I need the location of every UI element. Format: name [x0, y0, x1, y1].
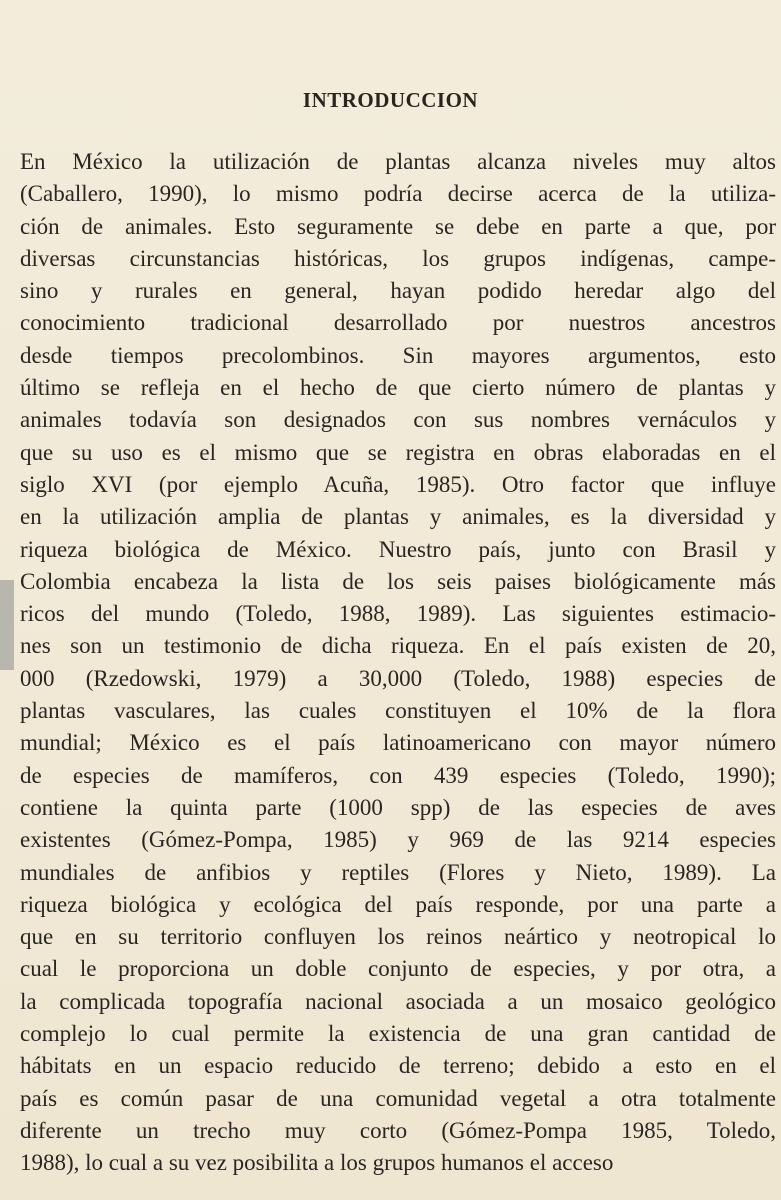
- text-line: existentes (Gómez-Pompa, 1985) y 969 de las 9214 especies: [20, 827, 776, 853]
- text-line: que su uso es el mismo que se registra en obras elaboradas en el: [20, 439, 776, 465]
- text-line: la complicada topografía nacional asociada a un mosaico geológico: [20, 988, 776, 1014]
- text-line: plantas vasculares, las cuales constituyen el 10% de la flora: [20, 698, 776, 724]
- text-line: complejo lo cual permite la existencia de una gran cantidad de: [20, 1021, 776, 1047]
- text-line: cual le proporciona un doble conjunto de especies, y por otra, a: [20, 956, 776, 982]
- text-line: conocimiento tradicional desarrollado por nuestros ancestros: [20, 310, 776, 336]
- text-line: (Caballero, 1990), lo mismo podría decirse acerca de la utiliza-: [20, 181, 776, 207]
- text-line: sino y rurales en general, hayan podido heredar algo del: [20, 278, 776, 304]
- text-line: riqueza biológica y ecológica del país responde, por una parte a: [20, 891, 776, 917]
- text-line: de especies de mamíferos, con 439 especies (Toledo, 1990);: [20, 762, 776, 788]
- text-line: ción de animales. Esto seguramente se debe en parte a que, por: [20, 213, 776, 239]
- text-line: en la utilización amplia de plantas y animales, es la diversidad y: [20, 504, 776, 530]
- text-line: diversas circunstancias históricas, los grupos indígenas, campe-: [20, 245, 776, 271]
- text-line: contiene la quinta parte (1000 spp) de las especies de aves: [20, 794, 776, 820]
- text-line: ricos del mundo (Toledo, 1988, 1989). Las siguientes estimacio-: [20, 601, 776, 627]
- text-line: 000 (Rzedowski, 1979) a 30,000 (Toledo, 1988) especies de: [20, 665, 776, 691]
- text-line: nes son un testimonio de dicha riqueza. En el país existen de 20,: [20, 633, 776, 659]
- text-line: animales todavía son designados con sus nombres vernáculos y: [20, 407, 776, 433]
- text-line: 1988), lo cual a su vez posibilita a los grupos humanos el acceso: [20, 1150, 614, 1176]
- section-heading: INTRODUCCION: [302, 88, 479, 112]
- text-line: mundiales de anfibios y reptiles (Flores y Nieto, 1989). La: [20, 859, 776, 885]
- text-line: diferente un trecho muy corto (Gómez-Pompa 1985, Toledo,: [20, 1117, 776, 1143]
- text-line: Colombia encabeza la lista de los seis paises biológicamente más: [20, 568, 776, 594]
- text-line: hábitats en un espacio reducido de terreno; debido a esto en el: [20, 1053, 776, 1079]
- text-line: En México la utilización de plantas alcanza niveles muy altos: [20, 149, 776, 174]
- text-line: siglo XVI (por ejemplo Acuña, 1985). Otro factor que influye: [20, 471, 776, 497]
- body-paragraph: [20, 146, 776, 1180]
- scan-edge-marker: [0, 580, 14, 670]
- text-line: que en su territorio confluyen los reinos neártico y neotropical lo: [20, 924, 776, 950]
- text-line: desde tiempos precolombinos. Sin mayores argumentos, esto: [20, 342, 776, 368]
- text-line: mundial; México es el país latinoamericano con mayor número: [20, 730, 776, 756]
- text-line: último se refleja en el hecho de que cierto número de plantas y: [20, 375, 776, 401]
- text-line: país es común pasar de una comunidad vegetal a otra totalmente: [20, 1085, 776, 1111]
- text-line: riqueza biológica de México. Nuestro país, junto con Brasil y: [20, 536, 776, 562]
